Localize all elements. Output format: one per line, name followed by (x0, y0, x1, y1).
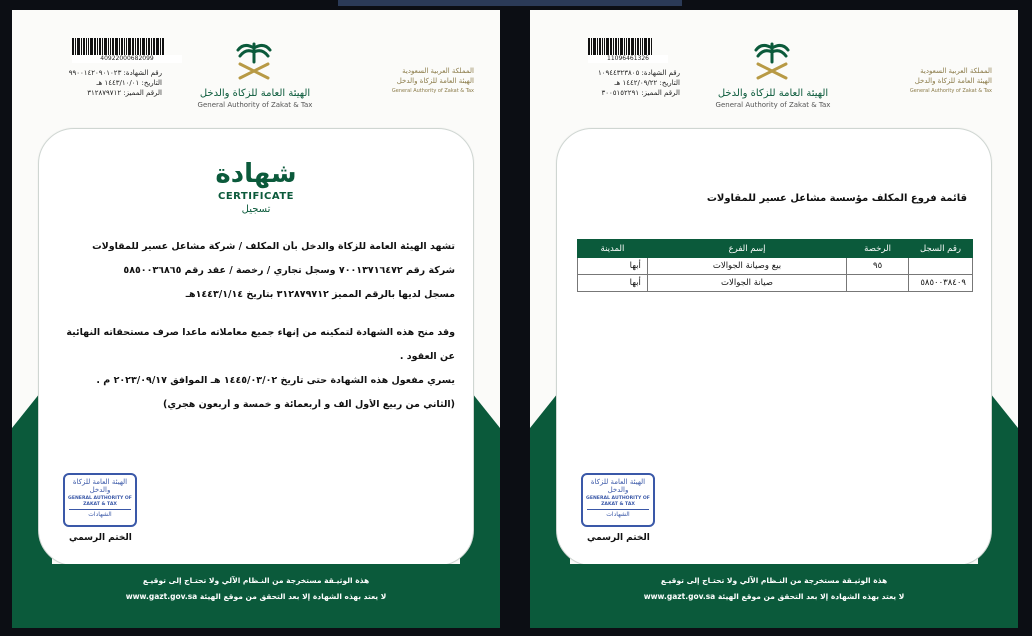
col-branch-name: إسم الفرع (647, 240, 846, 258)
body-line: تشهد الهيئة العامة للزكاة والدخل بأن المكلف / شركة مشاعل عسير للمقاولات (92, 241, 455, 252)
kingdom-line: الهيئة العامة للزكاة والدخل (914, 77, 992, 85)
branches-footer (530, 564, 1018, 628)
stamp-sub: الشهادات (587, 509, 649, 518)
footer-note: هذة الوثيـقة مستخرجة من النـظام الآلي ولا تحتـاج إلى توقيـع (660, 576, 888, 585)
authority-name-ar: الهيئة العامة للزكاة والدخل (717, 88, 829, 99)
certificate-page (12, 10, 500, 628)
kingdom-block (882, 66, 992, 96)
body-line: شركة رقم ٧٠٠١٣٧١٦٤٧٢ وسجل تجاري / رخصة / عقد رقم ٥٨٥٠٠٣٦٨٦٥ (123, 265, 455, 276)
title-en: CERTIFICATE (218, 191, 294, 202)
col-city: المدينة (578, 240, 648, 258)
table-header-row (578, 240, 973, 258)
body-line: يسري مفعول هذه الشهادة حتى تاريخ ١٤٤٥/٠٣/٠٢ هـ الموافق ٢٠٢٣/٠٩/١٧ م . (96, 375, 455, 386)
certificate-body (61, 241, 455, 423)
footer-note: هذة الوثيـقة مستخرجة من النـظام الآلي ولا تحتـاج إلى توقيـع (142, 576, 370, 585)
official-seal-label: الختم الرسمي (587, 533, 650, 543)
top-bar (338, 0, 682, 6)
cell-city: أبها (578, 258, 648, 275)
stamp-ar: الهيئة العامة للزكاة والدخل (72, 478, 128, 494)
cell-city: أبها (578, 275, 648, 292)
authority-name-en: General Authority of Zakat & Tax (715, 101, 831, 109)
branches-header (530, 24, 1018, 119)
cell-registry-number (909, 258, 973, 275)
branches-heading: قائمة فروع المكلف مؤسسة مشاعل عسير للمقاولات (706, 193, 967, 204)
certificate-date: التاريخ: ١٤٤٣/١٠/٠١ هـ (96, 79, 162, 87)
authority-name-en: General Authority of Zakat & Tax (197, 101, 313, 109)
footer-verify: لا يعتد بهذه الشهادة إلا بعد التحقق من موقع الهيئة www.gazt.gov.sa (125, 592, 387, 601)
title-ar: شهادة (215, 159, 297, 189)
branches-table (577, 239, 973, 292)
kingdom-line: General Authority of Zakat & Tax (909, 88, 992, 94)
authority-name (698, 88, 848, 109)
authority-name (180, 88, 330, 109)
official-seal-label: الختم الرسمي (69, 533, 132, 543)
title-sub: تسجيل (241, 204, 271, 215)
branches-page (530, 10, 1018, 628)
distinctive-number: الرقم المميز: ٣٠٠٥١٥٢٢٩١ (601, 89, 680, 97)
certificate-footer (12, 564, 500, 628)
authority-name-ar: الهيئة العامة للزكاة والدخل (199, 88, 311, 99)
body-line: مسجل لديها بالرقم المميز ٣١٢٨٧٩٧١٢ بتاريخ ١٤٤٣/١/١٤هـ (185, 289, 455, 300)
certificate-number: رقم الشهادة: ١٠٩٤٤٣٢٣٨٠٥ (597, 69, 680, 77)
official-stamp (63, 473, 137, 527)
col-registry-number: رقم السجل (909, 240, 973, 258)
certificate-header (12, 24, 500, 119)
official-stamp (581, 473, 655, 527)
barcode-number: 11096461326 (588, 55, 668, 63)
distinctive-number: الرقم المميز: ٣١٢٨٧٩٧١٢ (87, 89, 162, 97)
body-line: (الثاني من ربيع الأول ألف و أربعمائة و خمسة و أربعون هجري) (162, 399, 455, 410)
cell-license: ٩٥ (847, 258, 909, 275)
kingdom-block (364, 66, 474, 96)
body-line: وقد منح هذه الشهادة لتمكينه من إنهاء جميع معاملاته ماعدا صرف مستحقاته النهائية (66, 327, 455, 338)
stamp-sub: الشهادات (69, 509, 131, 518)
kingdom-line: المملكة العربية السعودية (920, 67, 992, 75)
kingdom-line: General Authority of Zakat & Tax (391, 88, 474, 94)
cell-license (847, 275, 909, 292)
certificate-number: رقم الشهادة: ٩٩٠٠١٤٢٠٩٠١٠٢٣ (68, 69, 162, 77)
body-line: عن العقود . (399, 351, 455, 362)
certificate-meta (52, 68, 162, 98)
table-row (578, 258, 973, 275)
certificate-date: التاريخ: ١٤٤٢/٠٩/٢٢ هـ (614, 79, 680, 87)
branches-card (556, 128, 992, 566)
kingdom-line: الهيئة العامة للزكاة والدخل (396, 77, 474, 85)
palm-swords-icon (234, 40, 274, 84)
palm-swords-icon (752, 40, 792, 84)
stamp-ar: الهيئة العامة للزكاة والدخل (590, 478, 646, 494)
table-row (578, 275, 973, 292)
kingdom-line: المملكة العربية السعودية (402, 67, 474, 75)
barcode (588, 30, 668, 62)
cell-registry-number: ٥٨٥٠٠٣٨٤٠٩ (909, 275, 973, 292)
certificate-card (38, 128, 474, 566)
cell-branch-name: صيانة الجوالات (647, 275, 846, 292)
stamp-en: GENERAL AUTHORITY OF ZAKAT & TAX (68, 496, 132, 507)
footer-verify: لا يعتد بهذه الشهادة إلا بعد التحقق من موقع الهيئة www.gazt.gov.sa (643, 592, 905, 601)
certificate-title (39, 159, 473, 215)
col-license: الرخصة (847, 240, 909, 258)
barcode (72, 30, 182, 62)
stamp-en: GENERAL AUTHORITY OF ZAKAT & TAX (586, 496, 650, 507)
cell-branch-name: بيع وصيانة الجوالات (647, 258, 846, 275)
certificate-meta (570, 68, 680, 98)
barcode-number: 40922000682099 (72, 55, 182, 63)
